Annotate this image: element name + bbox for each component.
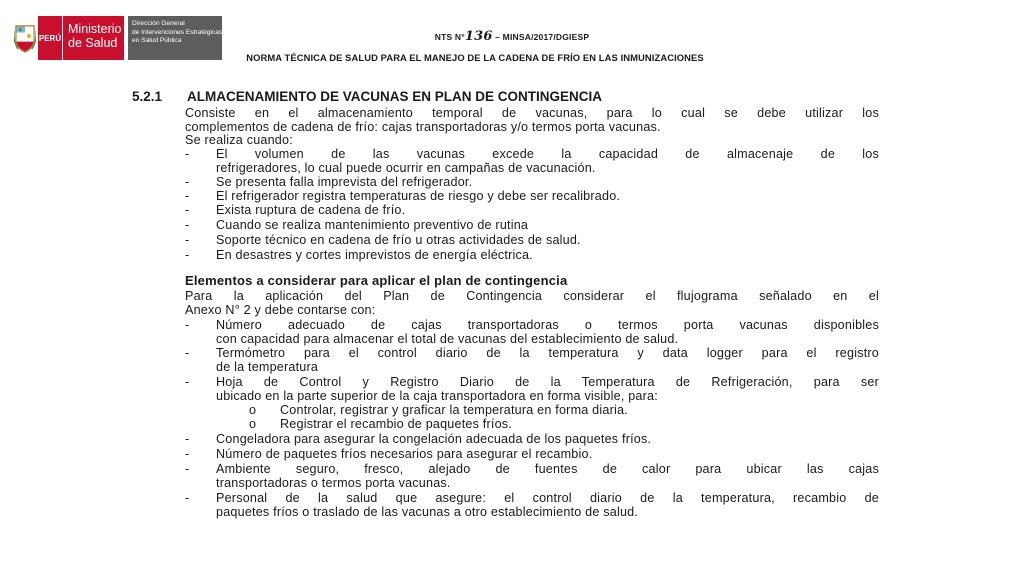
norma-title: NORMA TÉCNICA DE SALUD PARA EL MANEJO DE LA CADENA DE FRÍO EN LAS INMUNIZACIONES xyxy=(246,52,704,63)
peru-label: PERÚ xyxy=(38,16,62,60)
directorate-label: Dirección General de Intervenciones Estratégicas en Salud Pública xyxy=(128,16,222,60)
elements-intro-line: Para la aplicación del Plan de Contingencia considerar el flujograma señalado en el xyxy=(185,289,879,303)
section-number: 5.2.1 xyxy=(132,89,163,104)
scanned-page: 5.2.1 ALMACENAMIENTO DE VACUNAS EN PLAN DE CONTINGENCIA Consiste en el almacenamiento temporal de vacunas, para lo cual se debe utilizar los complementos de cadena de frío: cajas transportadoras y/o termos porta vacunas. Se realiza cuando: - El volumen de las vacunas excede la capacidad de almacenaje de los refrigeradores, lo cual puede ocurrir en campañas de vacunación. - Se presenta falla imprevista del refrigerador. - El refrigerador registra temperaturas de riesgo y debe ser recalibrado. - Exista ruptura de cadena de frío. - Cuando se realiza mantenimiento preventivo de rutina - Soporte técnico en cadena de frío u otras actividades de salud. - En desastres y cortes imprevistos de energía eléctrica. Elementos a considerar para aplicar el plan de contingencia Para la aplicación del Plan de Contingencia considerar el flujograma señalado en el Anexo N° 2 y debe contarse con: - Número adecuado de cajas transportadoras o termos porta vacunas disponibles con capacidad para almacenar el total de vacunas del establecimiento de salud. - Termómetro para el control diario de la temperatura y data logger para el registro de la temperatura - Hoja de Control y Registro Diario de la Temperatura de Refrigeración, para ser ubicado en la parte superior de la caja transportadora en forma visible, para: o Controlar, registrar y graficar la temperatura en forma diaria. o Registrar el recambio de paquetes fríos. - Congeladora para asegurar la congelación adecuada de los paquetes fríos. - Número de paquetes fríos necesarios para asegurar el recambio. - Ambiente seguro, fresco, alejado de fuentes de calor para ubicar las cajas transportadoras o termos porta vacunas. - Personal de la salud que asegure: el control diario de la temperatura, recambio de paquetes fríos o traslado de las vacunas a otro establecimiento de salud. xyxy=(132,89,879,519)
section-title: ALMACENAMIENTO DE VACUNAS EN PLAN DE CONTINGENCIA xyxy=(187,89,603,104)
when-label: Se realiza cuando: xyxy=(185,133,293,147)
ministry-label: Ministerio de Salud xyxy=(62,16,124,60)
nts-code: NTS N°136 – MINSA/2017/DGIESP xyxy=(434,29,590,44)
elements-intro-line: Anexo N° 2 y debe contarse con: xyxy=(185,303,376,317)
intro-line: complementos de cadena de frío: cajas transportadoras y/o termos porta vacunas. xyxy=(185,120,661,134)
nts-handwritten-number: 136 xyxy=(464,29,493,44)
intro-line: Consiste en el almacenamiento temporal de vacunas, para lo cual se debe utilizar los xyxy=(185,106,879,120)
elements-title: Elementos a considerar para aplicar el plan de contingencia xyxy=(185,273,568,288)
